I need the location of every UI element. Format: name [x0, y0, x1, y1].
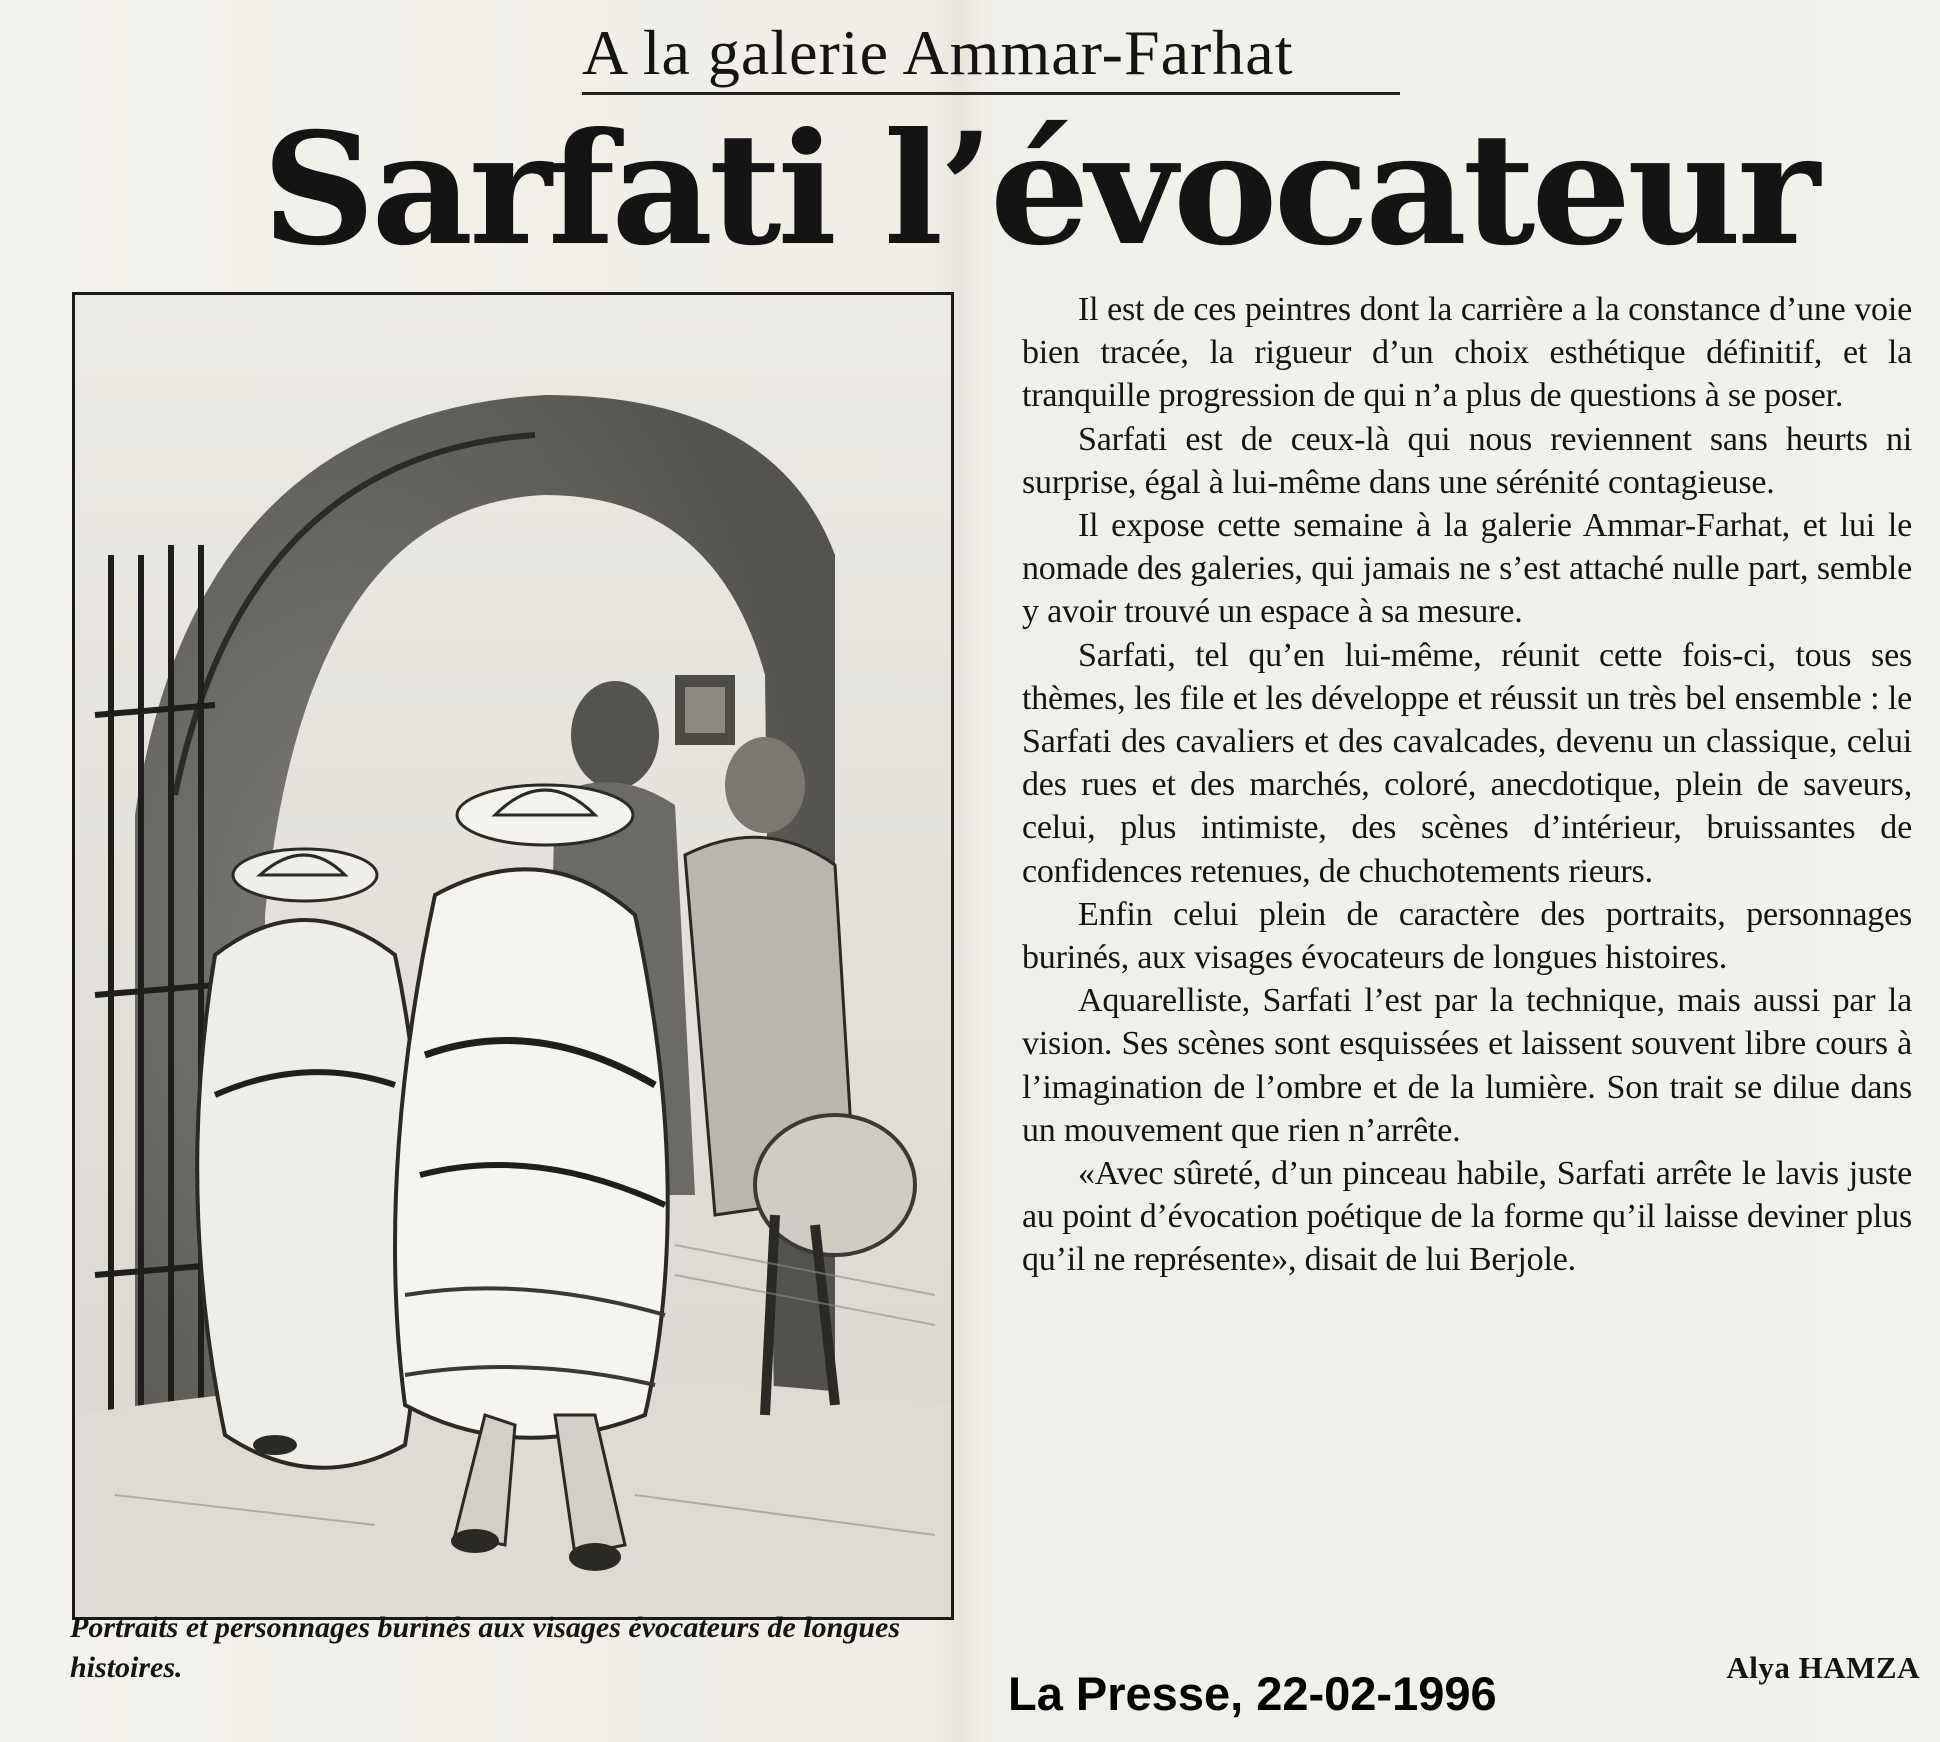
illustration-frame — [72, 292, 954, 1620]
illustration-street-scene — [75, 295, 951, 1617]
article-headline: Sarfati l’évocateur — [262, 99, 1816, 280]
article-body — [1022, 288, 1912, 1282]
article-paragraph: Enfin celui plein de caractère des portraits, personnages burinés, aux visages évocateurs de longues histoires. — [1022, 895, 1912, 977]
article-paragraph: Il est de ces peintres dont la carrière a la constance d’une voie bien tracée, la rigueur d’un choix esthétique définitif, et la tranquille progression de qui n’a plus de questions à se poser. — [1022, 291, 1912, 415]
article-paragraph: Aquarelliste, Sarfati l’est par la technique, mais aussi par la vision. Ses scènes sont esquissées et laissent souvent libre cours à l’imagination de l’ombre et de la lumière. Son trait se dilue dans un mouvement que rien n’arrête. — [1022, 982, 1912, 1149]
article-paragraph: Sarfati, tel qu’en lui-même, réunit cette fois-ci, tous ses thèmes, les file et les développe et réussit un très bel ensemble : le Sarfati des cavaliers et des cavalcades, devenu un classique, celui des rues et des marchés, coloré, anecdotique, plein de saveurs, celui, plus intimiste, des scènes d’intérieur, bruissantes de confidences retenues, de chuchotements rieurs. — [1022, 636, 1912, 890]
kicker-heading: A la galerie Ammar-Farhat — [582, 14, 1400, 95]
source-date-label: La Presse, 22-02-1996 — [1008, 1667, 1497, 1720]
illustration-caption: Portraits et personnages burinés aux visages évocateurs de longues histoires. — [70, 1611, 901, 1684]
article-paragraph: «Avec sûreté, d’un pinceau habile, Sarfati arrête le lavis juste au point d’évocation poétique de la forme qu’il laisse deviner plus qu’il ne représente», disait de lui Berjole. — [1022, 1155, 1912, 1279]
article-paragraph: Il expose cette semaine à la galerie Ammar-Farhat, et lui le nomade des galeries, qui jamais ne s’est attaché nulle part, semble y avoir trouvé un espace à sa mesure. — [1022, 507, 1912, 631]
author-byline: Alya HAMZA — [1726, 1650, 1920, 1685]
article-paragraph: Sarfati est de ceux-là qui nous reviennent sans heurts ni surprise, égal à lui-même dans une sérénité contagieuse. — [1022, 420, 1912, 501]
